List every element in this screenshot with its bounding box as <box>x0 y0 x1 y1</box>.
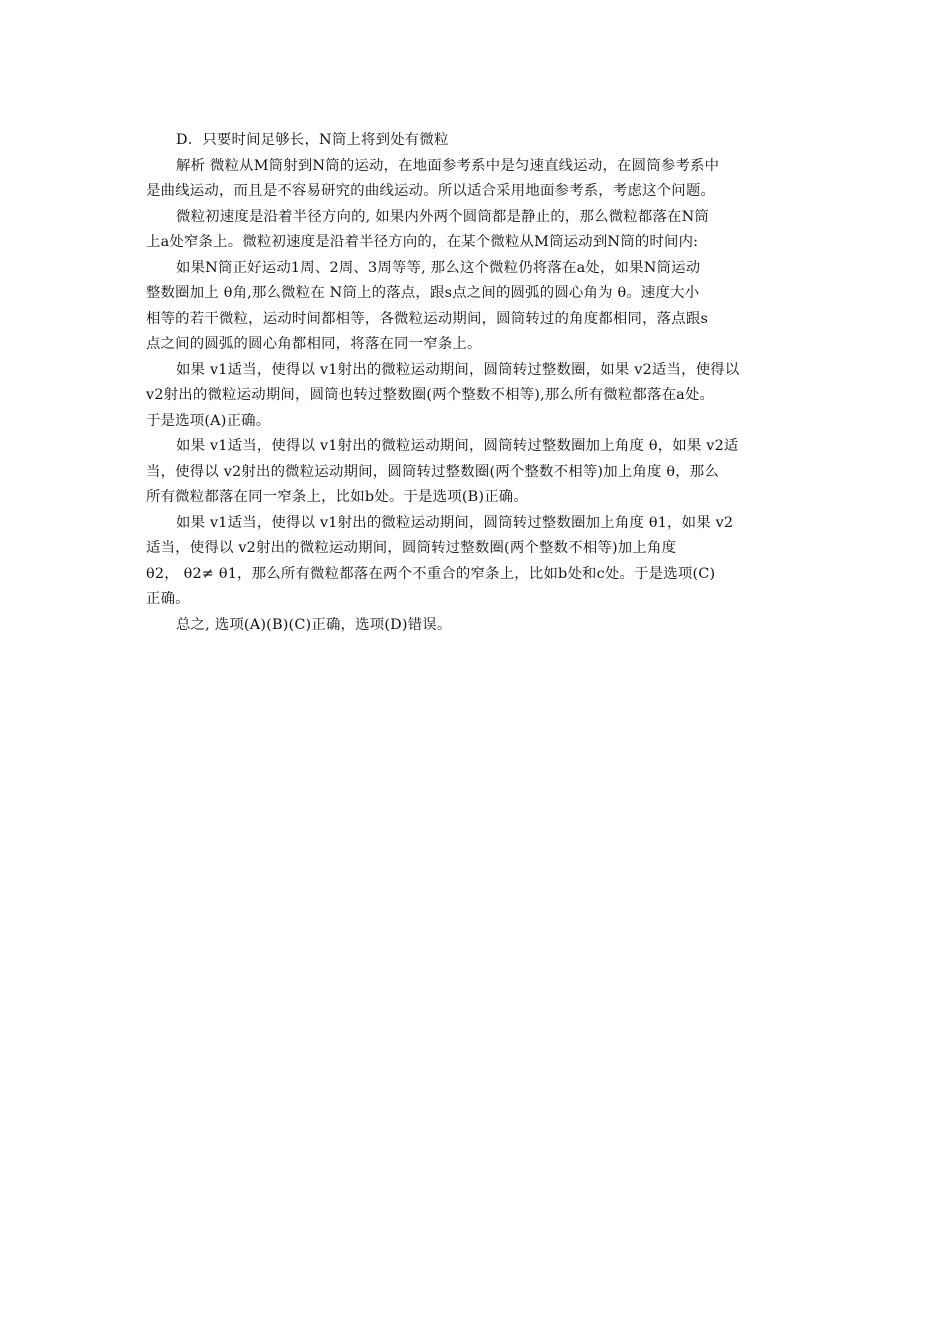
text-line: 于是选项(A)正确。 <box>146 412 271 429</box>
text-line: D．只要时间足够长，N筒上将到处有微粒 <box>176 132 449 148</box>
text-line: 如果 v1适当，使得以 v1射出的微粒运动期间，圆筒转过整数圈，如果 v2适当，使得以 <box>176 361 740 378</box>
paragraph-analysis-intro <box>146 154 806 205</box>
text-line: θ2， θ2≠ θ1，那么所有微粒都落在两个不重合的窄条上，比如b处和c处。于是选项(C) <box>146 565 716 582</box>
text-line: 如果 v1适当，使得以 v1射出的微粒运动期间，圆筒转过整数圈加上角度 θ1，如果 v2 <box>176 514 734 531</box>
paragraph-option-c <box>146 511 806 613</box>
paragraph-rotation-cases <box>146 256 806 358</box>
text-line: 所有微粒都落在同一窄条上，比如b处。于是选项(B)正确。 <box>146 489 528 505</box>
text-line: 如果 v1适当，使得以 v1射出的微粒运动期间，圆筒转过整数圈加上角度 θ，如果 v2适 <box>176 438 739 454</box>
text-line: 当，使得以 v2射出的微粒运动期间，圆筒转过整数圈(两个整数不相等)加上角度 θ，那么 <box>146 463 719 480</box>
paragraph-option-b <box>146 434 806 511</box>
text-line: 微粒初速度是沿着半径方向的, 如果内外两个圆筒都是静止的，那么微粒都落在N筒 <box>176 208 710 225</box>
text-line: 相等的若干微粒，运动时间都相等，各微粒运动期间，圆筒转过的角度都相同，落点跟s <box>146 310 709 327</box>
text-line: 适当，使得以 v2射出的微粒运动期间，圆筒转过整数圈(两个整数不相等)加上角度 <box>146 540 677 556</box>
text-line: 解析 微粒从M筒射到N筒的运动，在地面参考系中是匀速直线运动，在圆筒参考系中 <box>176 157 720 174</box>
paragraph-option-a <box>146 358 806 435</box>
document-body <box>146 128 806 638</box>
paragraph-option-d <box>146 128 806 154</box>
text-line: 整数圈加上 θ角,那么微粒在 N筒上的落点，跟s点之间的圆弧的圆心角为 θ。速度大小 <box>146 285 700 301</box>
paragraph-conclusion <box>146 613 806 639</box>
text-line: 是曲线运动，而且是不容易研究的曲线运动。所以适合采用地面参考系，考虑这个问题。 <box>146 183 716 199</box>
text-line: 总之, 选项(A)(B)(C)正确，选项(D)错误。 <box>176 616 452 633</box>
text-line: v2射出的微粒运动期间，圆筒也转过整数圈(两个整数不相等),那么所有微粒都落在a处。 <box>146 387 715 403</box>
paragraph-initial-velocity <box>146 205 806 256</box>
text-line: 正确。 <box>146 591 190 607</box>
text-line: 点之间的圆弧的圆心角都相同，将落在同一窄条上。 <box>146 336 482 352</box>
text-line: 如果N筒正好运动1周、2周、3周等等, 那么这个微粒仍将落在a处，如果N筒运动 <box>176 259 701 276</box>
text-line: 上a处窄条上。微粒初速度是沿着半径方向的，在某个微粒从M筒运动到N筒的时间内: <box>146 234 699 250</box>
